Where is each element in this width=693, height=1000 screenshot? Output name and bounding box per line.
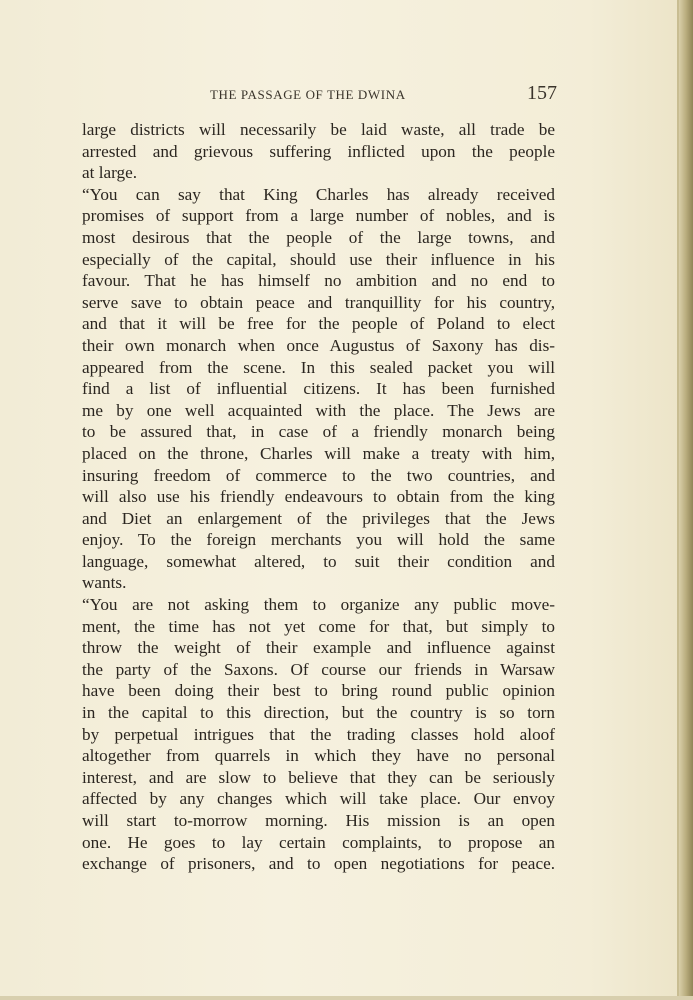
text-line: have been doing their best to bring round public opinion (82, 681, 555, 701)
text-line: placed on the throne, Charles will make a treaty with him, (82, 443, 555, 463)
text-line: wants. (82, 573, 127, 593)
text-line: will also use his friendly endeavours to obtain from the king (82, 487, 555, 507)
text-line: interest, and are slow to believe that they can be seriously (82, 767, 555, 787)
text-line: exchange of prisoners, and to open negotiations for peace. (82, 854, 555, 874)
text-line: enjoy. To the foreign merchants you will hold the same (82, 530, 555, 550)
text-line: most desirous that the people of the large towns, and (82, 227, 555, 247)
text-line: find a list of influential citizens. It has been furnished (82, 379, 555, 399)
text-line: and that it will be free for the people of Poland to elect (82, 314, 555, 334)
text-line: serve save to obtain peace and tranquillity for his country, (82, 292, 555, 312)
text-line: in the capital to this direction, but the country is so torn (82, 703, 555, 723)
text-line: language, somewhat altered, to suit their condition and (82, 551, 555, 571)
text-line: affected by any changes which will take place. Our envoy (82, 789, 555, 809)
text-line: especially of the capital, should use their influence in his (82, 249, 555, 269)
text-line: will start to-morrow morning. His mission is an open (82, 811, 555, 830)
text-line: by perpetual intrigues that the trading classes hold aloof (82, 724, 555, 744)
text-line: “You can say that King Charles has already received (82, 184, 555, 204)
text-line: appeared from the scene. In this sealed packet you will (82, 357, 555, 377)
text-line: large districts will necessarily be laid waste, all trade be (82, 120, 555, 139)
text-line: the party of the Saxons. Of course our friends in Warsaw (82, 659, 555, 679)
text-line: at large. (82, 163, 138, 183)
text-line: ment, the time has not yet come for that, but simply to (82, 616, 555, 636)
text-line: me by one well acquainted with the place. The Jews are (82, 400, 555, 420)
text-line: throw the weight of their example and influence against (82, 638, 555, 658)
text-line: “You are not asking them to organize any public move- (82, 595, 555, 615)
body-text (82, 119, 555, 875)
text-line: one. He goes to lay certain complaints, to propose an (82, 832, 555, 852)
text-line: their own monarch when once Augustus of Saxony has dis- (82, 335, 555, 355)
text-line: insuring freedom of commerce to the two countries, and (82, 465, 555, 485)
running-head (82, 82, 557, 106)
page-bottom-edge (0, 996, 693, 1000)
text-line: to be assured that, in case of a friendly monarch being (82, 422, 555, 442)
text-line: and Diet an enlargement of the privileges that the Jews (82, 508, 555, 528)
running-title: THE PASSAGE OF THE DWINA (210, 87, 406, 102)
text-line: promises of support from a large number of nobles, and is (82, 206, 555, 226)
page-binding-edge (679, 0, 693, 1000)
text-line: altogether from quarrels in which they have no personal (82, 746, 555, 766)
text-line: arrested and grievous suffering inflicted upon the people (82, 141, 555, 161)
page-number: 157 (527, 82, 557, 104)
text-line: favour. That he has himself no ambition and no end to (82, 271, 555, 291)
